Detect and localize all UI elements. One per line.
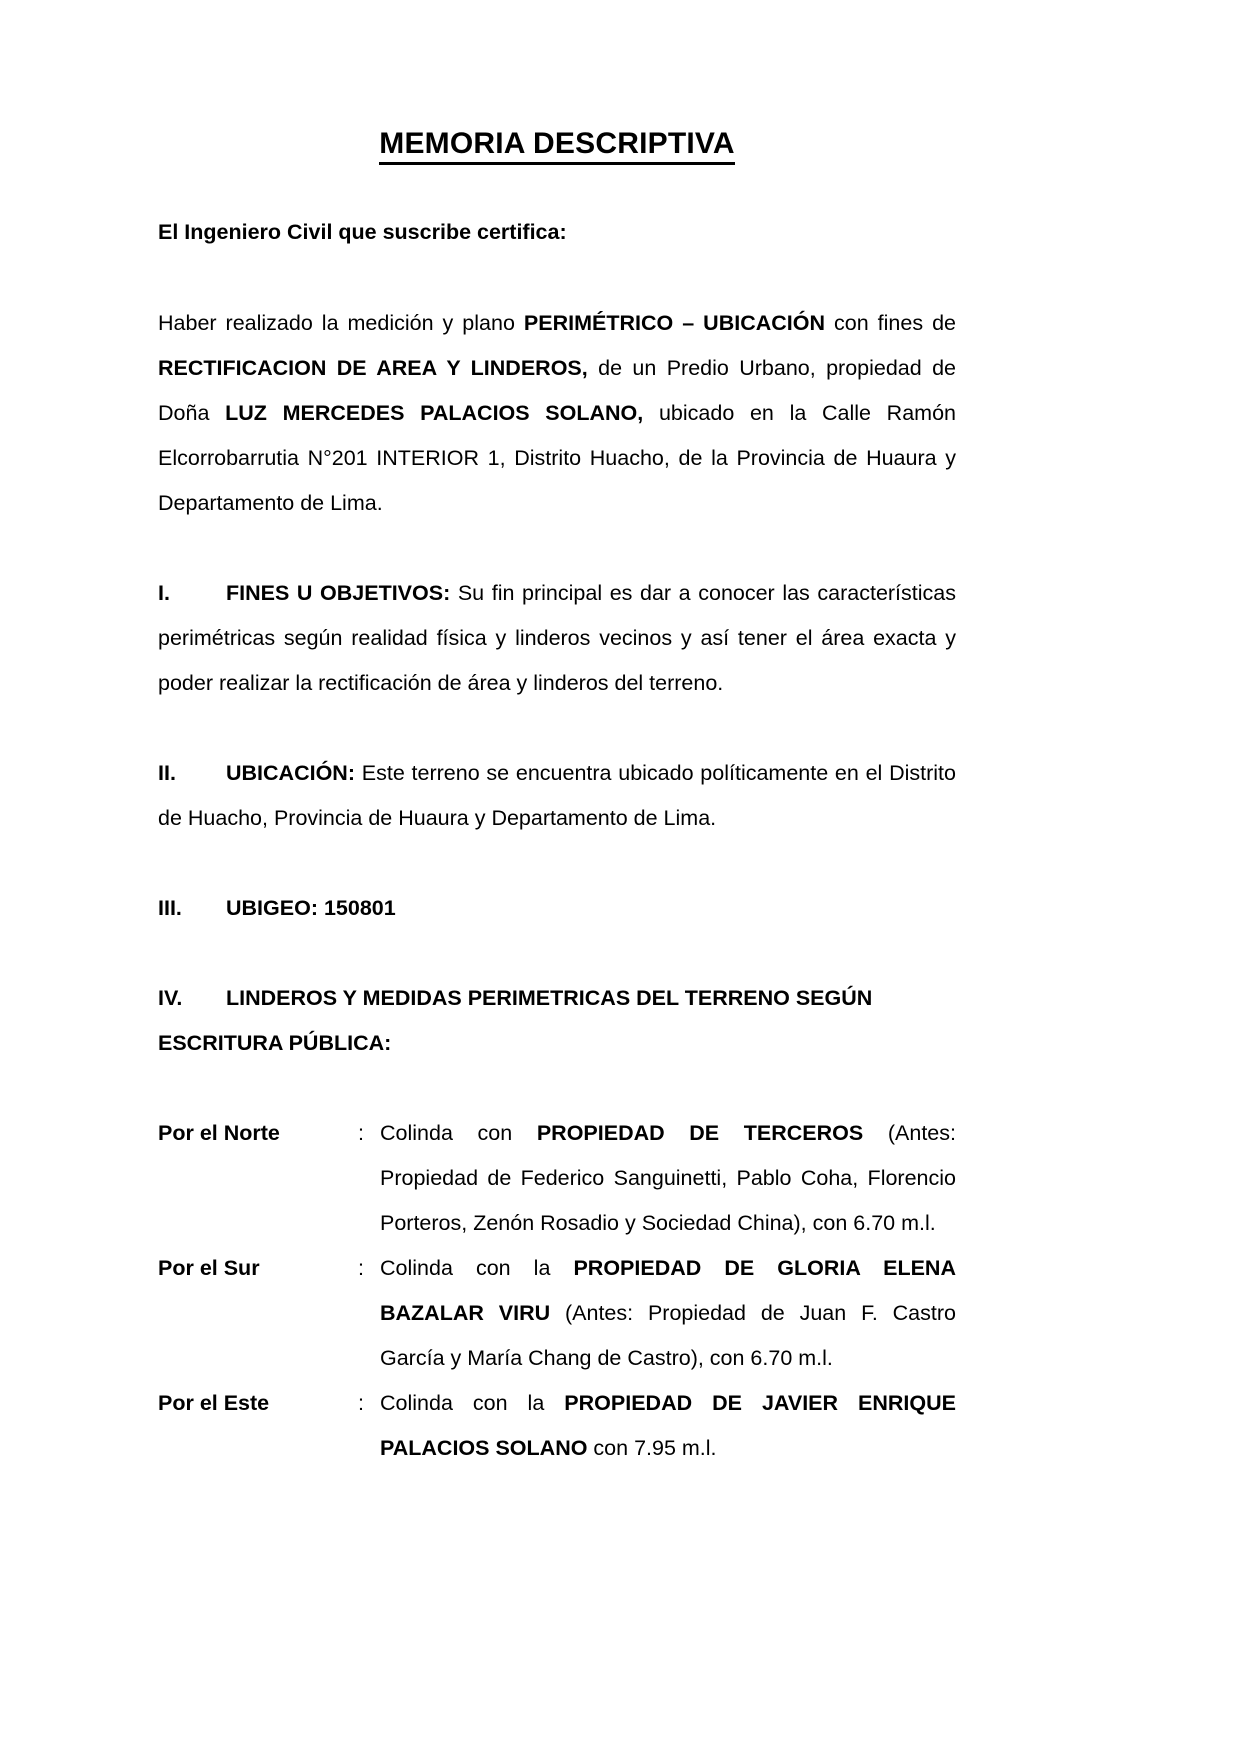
section-heading-i: FINES U OBJETIVOS:	[226, 580, 451, 605]
section-heading-iv-line1: LINDEROS Y MEDIDAS PERIMETRICAS DEL TERRENO SEGÚN	[226, 985, 873, 1010]
lindero-value-este	[380, 1381, 956, 1471]
lindero-sur-text-2: (Antes: Propiedad de Juan F. Castro García y María Chang de Castro), con 6.70 m.l.	[380, 1300, 956, 1370]
ubigeo-value: 150801	[317, 895, 396, 920]
intro-bold-propietaria: LUZ MERCEDES PALACIOS SOLANO,	[225, 400, 644, 425]
spacer	[158, 1066, 956, 1111]
lindero-row-este	[158, 1381, 956, 1471]
lindero-norte-text-2: (Antes: Propiedad de Federico Sanguinetti, Pablo Coha, Florencio Porteros, Zenón Rosadio y Sociedad China), con 6.70 m.l.	[380, 1120, 956, 1235]
intro-text-3: de un Predio Urbano, propiedad de Doña	[158, 355, 957, 425]
lindero-sur-bold: PROPIEDAD DE GLORIA ELENA BAZALAR VIRU	[380, 1255, 956, 1325]
lindero-colon-sur: :	[358, 1255, 364, 1280]
section-ubigeo	[158, 886, 956, 931]
intro-text-4: ubicado en la Calle Ramón Elcorrobarrutia N°201 INTERIOR 1, Distrito Huacho, de la Provincia de Huaura y Departamento de Lima.	[158, 400, 956, 515]
section-linderos-heading	[158, 976, 956, 1021]
intro-paragraph	[158, 301, 956, 526]
lindero-norte-text-1: Colinda con	[380, 1120, 537, 1145]
section-body-ii: Este terreno se encuentra ubicado políticamente en el Distrito de Huacho, Provincia de Huaura y Departamento de Lima.	[158, 760, 956, 830]
section-number-ii: II.	[158, 760, 176, 785]
section-heading-iii: UBIGEO:	[226, 895, 318, 920]
intro-bold-rectificacion: RECTIFICACION DE AREA Y LINDEROS,	[158, 355, 588, 380]
section-number-i: I.	[158, 580, 170, 605]
lindero-este-bold: PROPIEDAD DE JAVIER ENRIQUE PALACIOS SOLANO	[380, 1390, 956, 1460]
certification-lead: El Ingeniero Civil que suscribe certifica:	[158, 219, 567, 244]
spacer	[158, 706, 956, 751]
spacer	[158, 526, 956, 571]
page-title-text: MEMORIA DESCRIPTIVA	[379, 127, 734, 165]
section-linderos-heading-line2	[158, 1021, 956, 1066]
lindero-sur-text-1: Colinda con la	[380, 1255, 574, 1280]
section-fines-u-objetivos	[158, 571, 956, 706]
spacer	[158, 163, 956, 210]
lindero-value-sur	[380, 1246, 956, 1381]
lindero-colon-norte: :	[358, 1120, 364, 1145]
lindero-norte-bold: PROPIEDAD DE TERCEROS	[536, 1120, 864, 1145]
document-content	[158, 0, 956, 1471]
intro-text-2: con fines de	[825, 310, 956, 335]
lindero-este-text-1: Colinda con la	[380, 1390, 565, 1415]
section-heading-ii: UBICACIÓN:	[226, 760, 355, 785]
section-body-i: Su fin principal es dar a conocer las características perimétricas según realidad física y linderos vecinos y así tener el área exacta y poder realizar la rectificación de área y linderos del terreno.	[158, 580, 956, 695]
section-heading-iv-line2: ESCRITURA PÚBLICA:	[158, 1030, 392, 1055]
intro-bold-perimetrico: PERIMÉTRICO – UBICACIÓN	[523, 310, 826, 335]
page-title	[158, 0, 956, 163]
linderos-list	[158, 1111, 956, 1471]
lindero-row-norte	[158, 1111, 956, 1246]
lindero-label-este: Por el Este	[158, 1390, 270, 1415]
intro-text-1: Haber realizado la medición y plano	[158, 310, 524, 335]
lindero-colon-este: :	[358, 1390, 364, 1415]
lindero-label-norte: Por el Norte	[158, 1120, 280, 1145]
spacer	[158, 841, 956, 886]
spacer	[158, 931, 956, 976]
lindero-este-text-2: con 7.95 m.l.	[587, 1435, 717, 1460]
section-number-iii: III.	[158, 895, 182, 920]
lindero-value-norte	[380, 1111, 956, 1246]
section-number-iv: IV.	[158, 985, 183, 1010]
lindero-row-sur	[158, 1246, 956, 1381]
lindero-label-sur: Por el Sur	[158, 1255, 260, 1280]
spacer	[158, 255, 956, 301]
section-ubicacion	[158, 751, 956, 841]
